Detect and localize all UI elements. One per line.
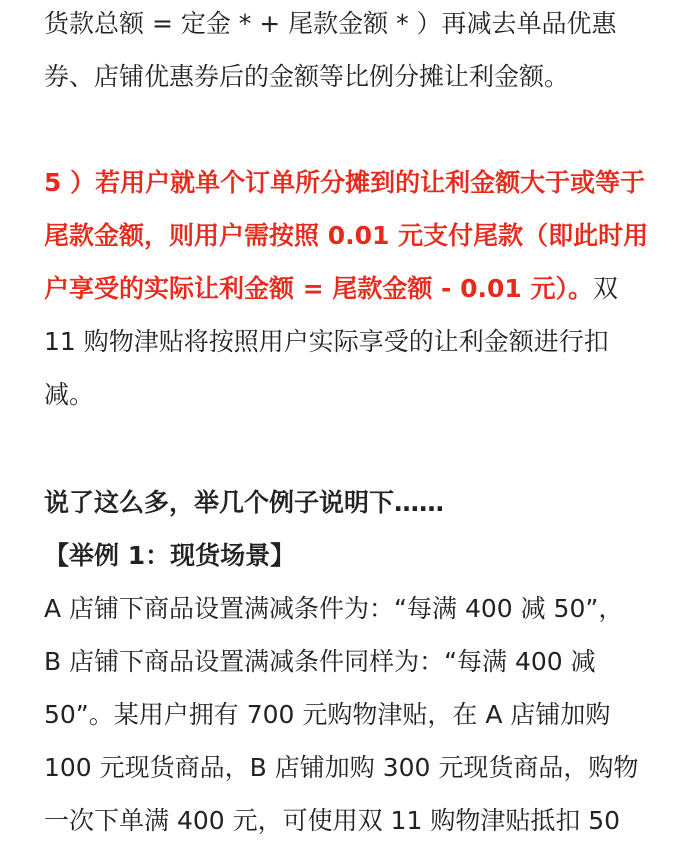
section-heading: 说了这么多，举几个例子说明下…… bbox=[44, 488, 445, 517]
normal-text: 双 bbox=[593, 274, 619, 303]
highlight-line: 5 ）若用户就单个订单所分摊到的让利金额大于或等于 bbox=[44, 168, 646, 197]
example-line: B 店铺下商品设置满减条件同样为：“每满 400 减 bbox=[44, 647, 596, 676]
example-line: 100 元现货商品，B 店铺加购 300 元现货商品，购物 bbox=[44, 753, 639, 782]
example-line: 一次下单满 400 元，可使用双 11 购物津贴抵扣 50 bbox=[44, 806, 621, 835]
example-line: A 店铺下商品设置满减条件为：“每满 400 减 50”， bbox=[44, 594, 624, 623]
example-title: 【举例 1：现货场景】 bbox=[44, 541, 296, 570]
highlight-text: 户享受的实际让利金额 = 尾款金额 - 0.01 元）。 bbox=[44, 274, 594, 303]
paragraph-line: 11 购物津贴将按照用户实际享受的让利金额进行扣 bbox=[44, 327, 609, 356]
highlight-line: 尾款金额，则用户需按照 0.01 元支付尾款（即此时用 bbox=[44, 221, 649, 250]
paragraph-line: 减。 bbox=[44, 380, 95, 409]
example-line: 50”。某用户拥有 700 元购物津贴，在 A 店铺加购 bbox=[44, 700, 611, 729]
mixed-line bbox=[44, 273, 672, 305]
paragraph-line: 券、店铺优惠券后的金额等比例分摊让利金额。 bbox=[44, 62, 570, 91]
paragraph-line: 货款总额 = 定金 * + 尾款金额 * ）再减去单品优惠 bbox=[44, 9, 617, 38]
